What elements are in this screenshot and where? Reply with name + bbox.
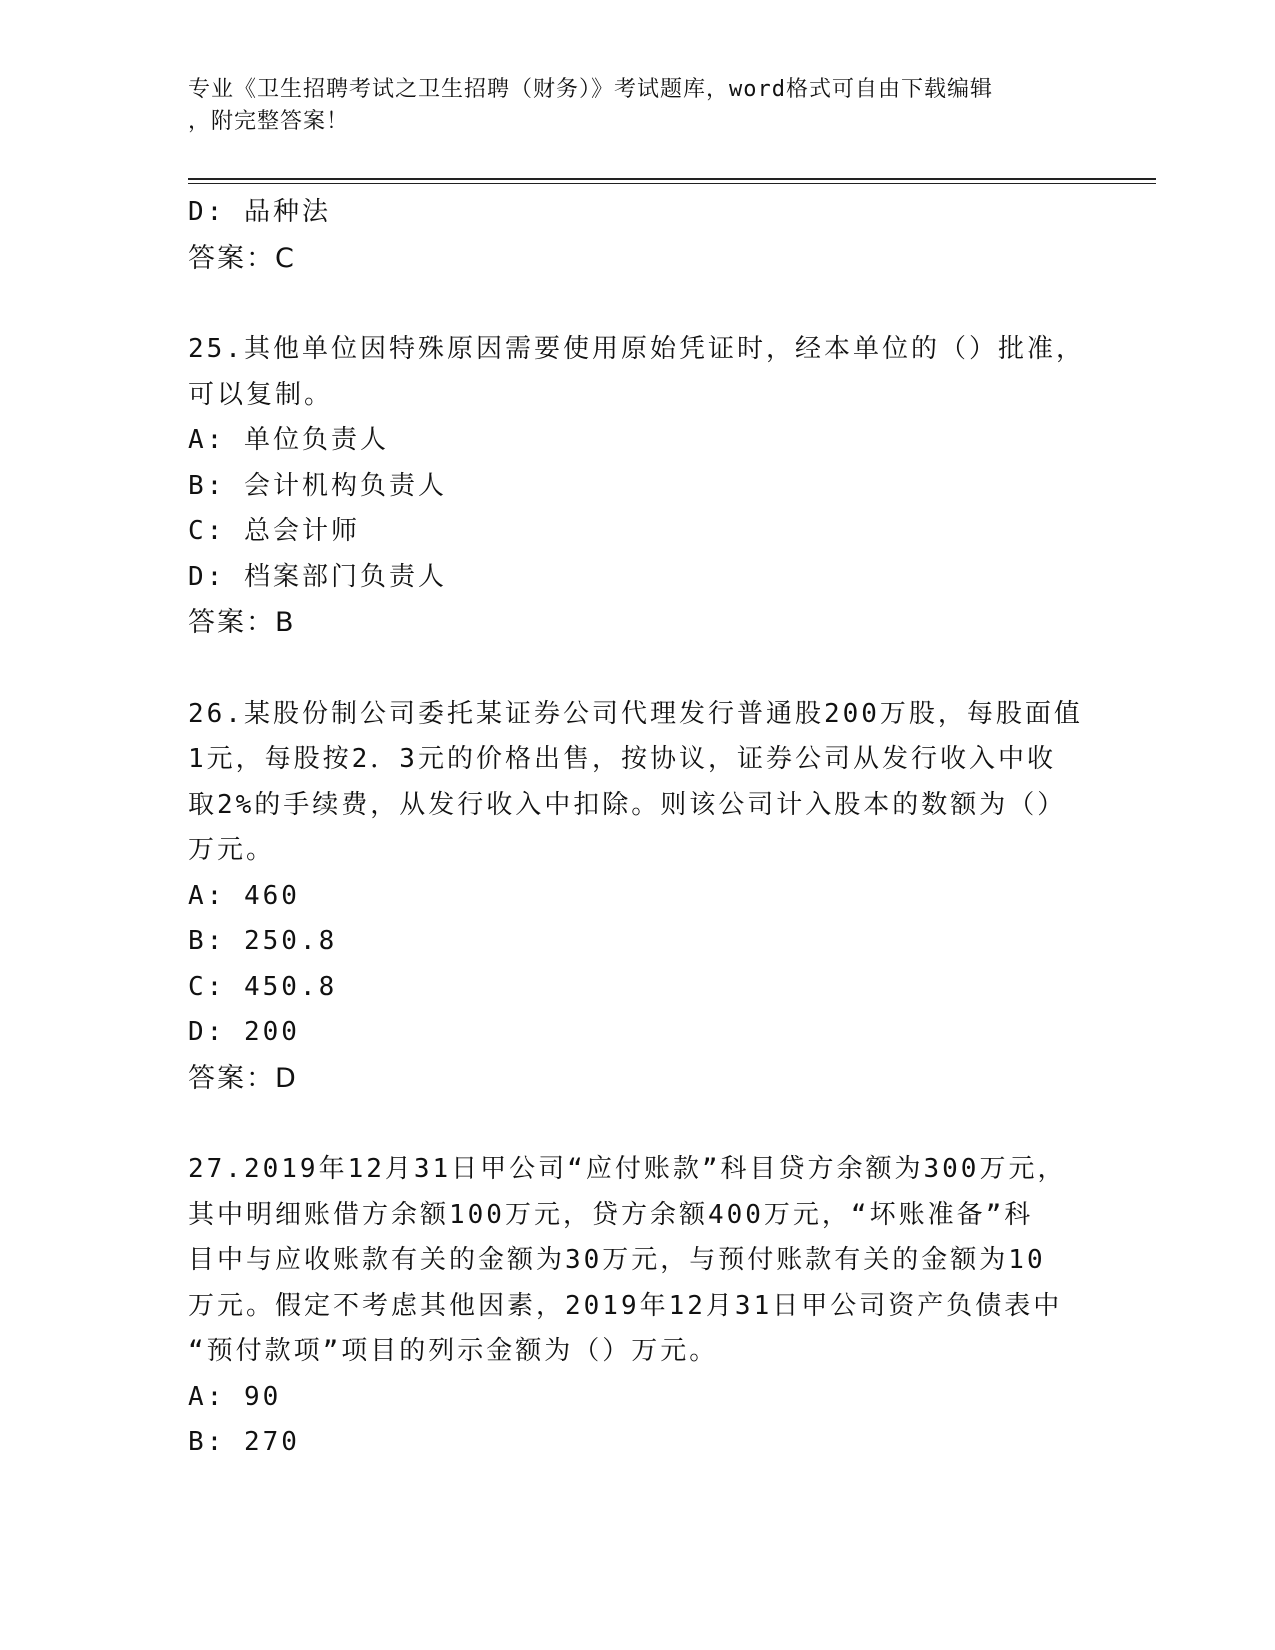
prev-option-d: D: 品种法 [188, 197, 331, 227]
question-27 [188, 1147, 1088, 1466]
spacer [188, 281, 1088, 327]
q26-stem-line-4: 万元。 [188, 835, 276, 865]
prev-answer: 答案：C [188, 242, 296, 274]
q26-stem-line-3: 取2%的手续费，从发行收入中扣除。则该公司计入股本的数额为（） [188, 789, 1067, 820]
q25-stem-line-1: 25.其他单位因特殊原因需要使用原始凭证时，经本单位的（）批准， [188, 334, 1085, 364]
q26-option-b: B: 250.8 [188, 926, 338, 956]
header-divider-thin [188, 183, 1156, 184]
header-line-1: 专业《卫生招聘考试之卫生招聘（财务）》考试题库，word格式可自由下载编辑 [188, 77, 993, 102]
question-25 [188, 327, 1088, 646]
q27-option-a: A: 90 [188, 1381, 282, 1412]
q26-answer: 答案：D [188, 1062, 298, 1094]
q25-option-c: C: 总会计师 [188, 516, 360, 546]
q27-stem-line-5: “预付款项”项目的列示金额为（）万元。 [188, 1336, 719, 1366]
spacer [188, 646, 1088, 692]
q26-option-c: C: 450.8 [188, 971, 338, 1002]
q25-option-b: B: 会计机构负责人 [188, 470, 447, 501]
q26-stem-line-2: 1元，每股按2．3元的价格出售，按协议，证券公司从发行收入中收 [188, 744, 1056, 774]
q27-option-b: B: 270 [188, 1427, 300, 1457]
question-content [188, 190, 1088, 1466]
q25-stem-line-2: 可以复制。 [188, 379, 334, 410]
q25-option-a: A: 单位负责人 [188, 425, 389, 455]
question-26 [188, 692, 1088, 1102]
q27-stem-line-1: 27.2019年12月31日甲公司“应付账款”科目贷方余额为300万元， [188, 1154, 1067, 1184]
document-header [188, 74, 1068, 138]
q26-option-d: D: 200 [188, 1017, 300, 1047]
q26-stem-line-1: 26.某股份制公司委托某证券公司代理发行普通股200万股，每股面值 [188, 698, 1083, 729]
q27-stem-line-2: 其中明细账借方余额100万元，贷方余额400万元，“坏账准备”科 [188, 1199, 1034, 1230]
spacer [188, 1101, 1088, 1147]
header-divider-thick [188, 178, 1156, 180]
q26-option-a: A: 460 [188, 880, 300, 911]
header-line-2: ，附完整答案！ [188, 109, 350, 134]
q27-stem-line-4: 万元。假定不考虑其他因素，2019年12月31日甲公司资产负债表中 [188, 1290, 1063, 1321]
q25-answer: 答案：B [188, 607, 296, 638]
q27-stem-line-3: 目中与应收账款有关的金额为30万元，与预付账款有关的金额为10 [188, 1245, 1046, 1275]
q25-option-d: D: 档案部门负责人 [188, 561, 447, 592]
